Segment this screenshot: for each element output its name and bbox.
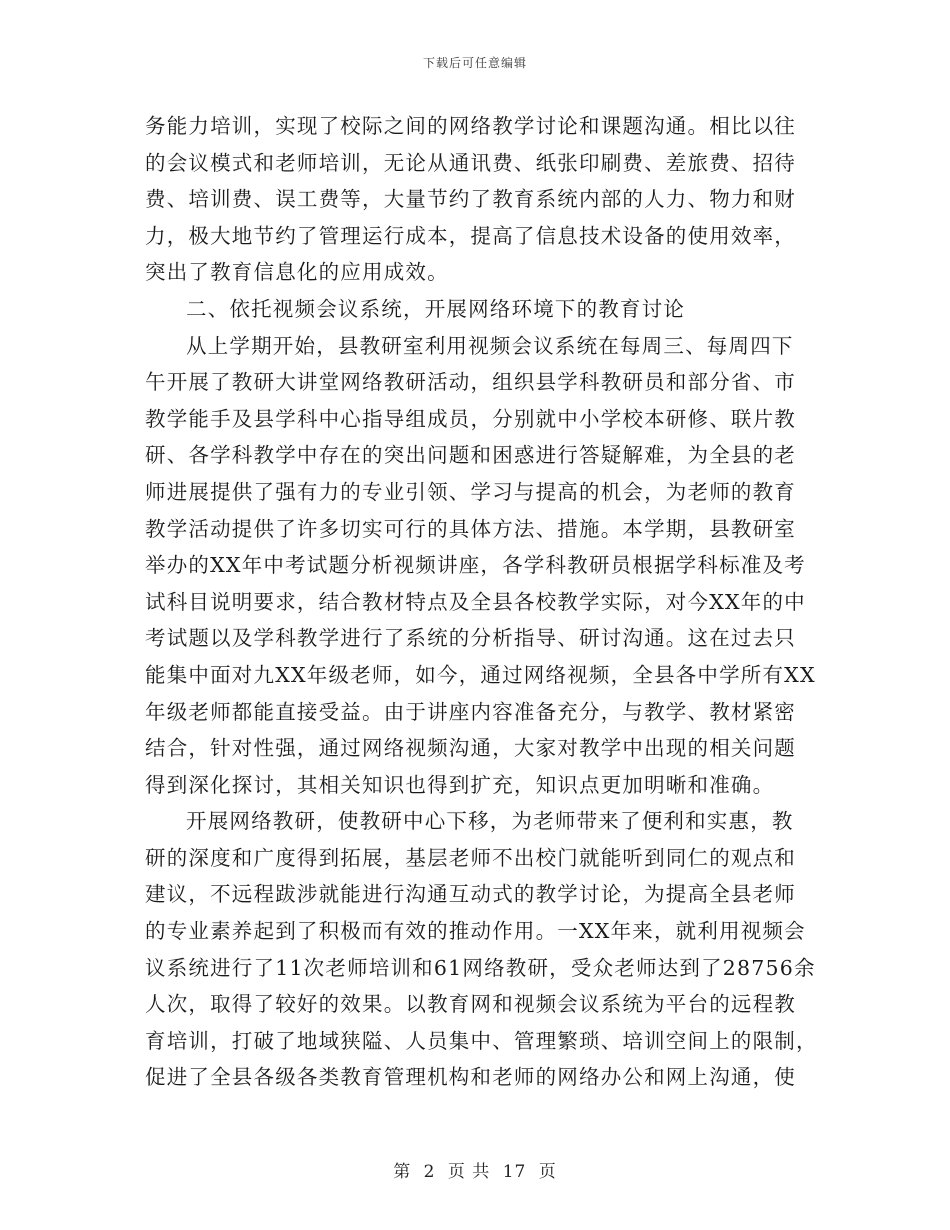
text-line: 教学能手及县学科中心指导组成员，分别就中小学校本研修、联片教 <box>145 406 796 431</box>
text-line: 促进了全县各级各类教育管理机构和老师的网络办公和网上沟通，使 <box>145 1065 796 1090</box>
paragraph-1 <box>145 108 810 291</box>
text-line: 开展网络教研，使教研中心下移，为老师带来了便利和实惠，教 <box>186 809 794 834</box>
text-line: 议系统进行了11次老师培训和61网络教研，受众老师达到了28756余 <box>145 955 816 980</box>
page-header-note: 下载后可任意编辑 <box>422 56 527 70</box>
heading-line: 二、依托视频会议系统，开展网络环境下的教育讨论 <box>186 296 686 321</box>
text-line: 得到深化探讨，其相关知识也得到扩充，知识点更加明晰和准确。 <box>145 772 775 797</box>
total-page-count: 17 <box>502 1162 527 1182</box>
text-line: 能集中面对九XX年级老师，如今，通过网络视频，全县各中学所有XX <box>145 662 816 687</box>
text-line: 研、各学科教学中存在的突出问题和困惑进行答疑解难，为全县的老 <box>145 443 796 468</box>
text-line: 力，极大地节约了管理运行成本，提高了信息技术设备的使用效率， <box>145 223 796 248</box>
current-page-number: 2 <box>423 1162 436 1182</box>
footer-suffix: 页 <box>538 1162 557 1182</box>
text-line: 师进展提供了强有力的专业引领、学习与提高的机会，为老师的教育 <box>145 479 796 504</box>
text-line: 建议，不远程跋涉就能进行沟通互动式的教学讨论，为提高全县老师 <box>145 882 796 907</box>
text-line: 人次，取得了较好的效果。以教育网和视频会议系统为平台的远程教 <box>145 992 796 1017</box>
text-line: 午开展了教研大讲堂网络教研活动，组织县学科教研员和部分省、市 <box>145 370 796 395</box>
paragraph-3 <box>145 328 816 804</box>
paragraph-4 <box>145 803 818 1096</box>
text-line: 的会议模式和老师培训，无论从通讯费、纸张印刷费、差旅费、招待 <box>145 150 796 175</box>
text-line: 务能力培训，实现了校际之间的网络教学讨论和课题沟通。相比以往 <box>145 114 796 138</box>
text-line: 考试题以及学科教学进行了系统的分析指导、研讨沟通。这在过去只 <box>145 626 796 651</box>
text-line: 研的深度和广度得到拓展，基层老师不出校门就能听到同仁的观点和 <box>145 845 796 870</box>
text-line: 试科目说明要求，结合教材特点及全县各校教学实际，对今XX年的中 <box>145 589 806 614</box>
section-heading <box>145 291 810 328</box>
page-number-footer <box>0 1157 950 1182</box>
footer-prefix: 第 <box>393 1162 412 1182</box>
text-line: 育培训，打破了地域狭隘、人员集中、管理繁琐、培训空间上的限制， <box>145 1028 818 1053</box>
text-line: 费、培训费、误工费等，大量节约了教育系统内部的人力、物力和财 <box>145 187 796 212</box>
text-line: 年级老师都能直接受益。由于讲座内容准备充分，与教学、教材紧密 <box>145 699 796 724</box>
text-line: 从上学期开始，县教研室利用视频会议系统在每周三、每周四下 <box>186 333 794 358</box>
text-line: 的专业素养起到了积极而有效的推动作用。一XX年来，就利用视频会 <box>145 919 806 944</box>
text-line: 教学活动提供了许多切实可行的具体方法、措施。本学期，县教研室 <box>145 516 796 541</box>
text-line: 突出了教育信息化的应用成效。 <box>145 260 449 285</box>
document-body <box>145 108 818 1096</box>
footer-middle: 页 共 <box>447 1162 491 1182</box>
text-line: 结合，针对性强，通过网络视频沟通，大家对教学中出现的相关问题 <box>145 736 796 761</box>
text-line: 举办的XX年中考试题分析视频讲座，各学科教研员根据学科标准及考 <box>145 553 806 578</box>
